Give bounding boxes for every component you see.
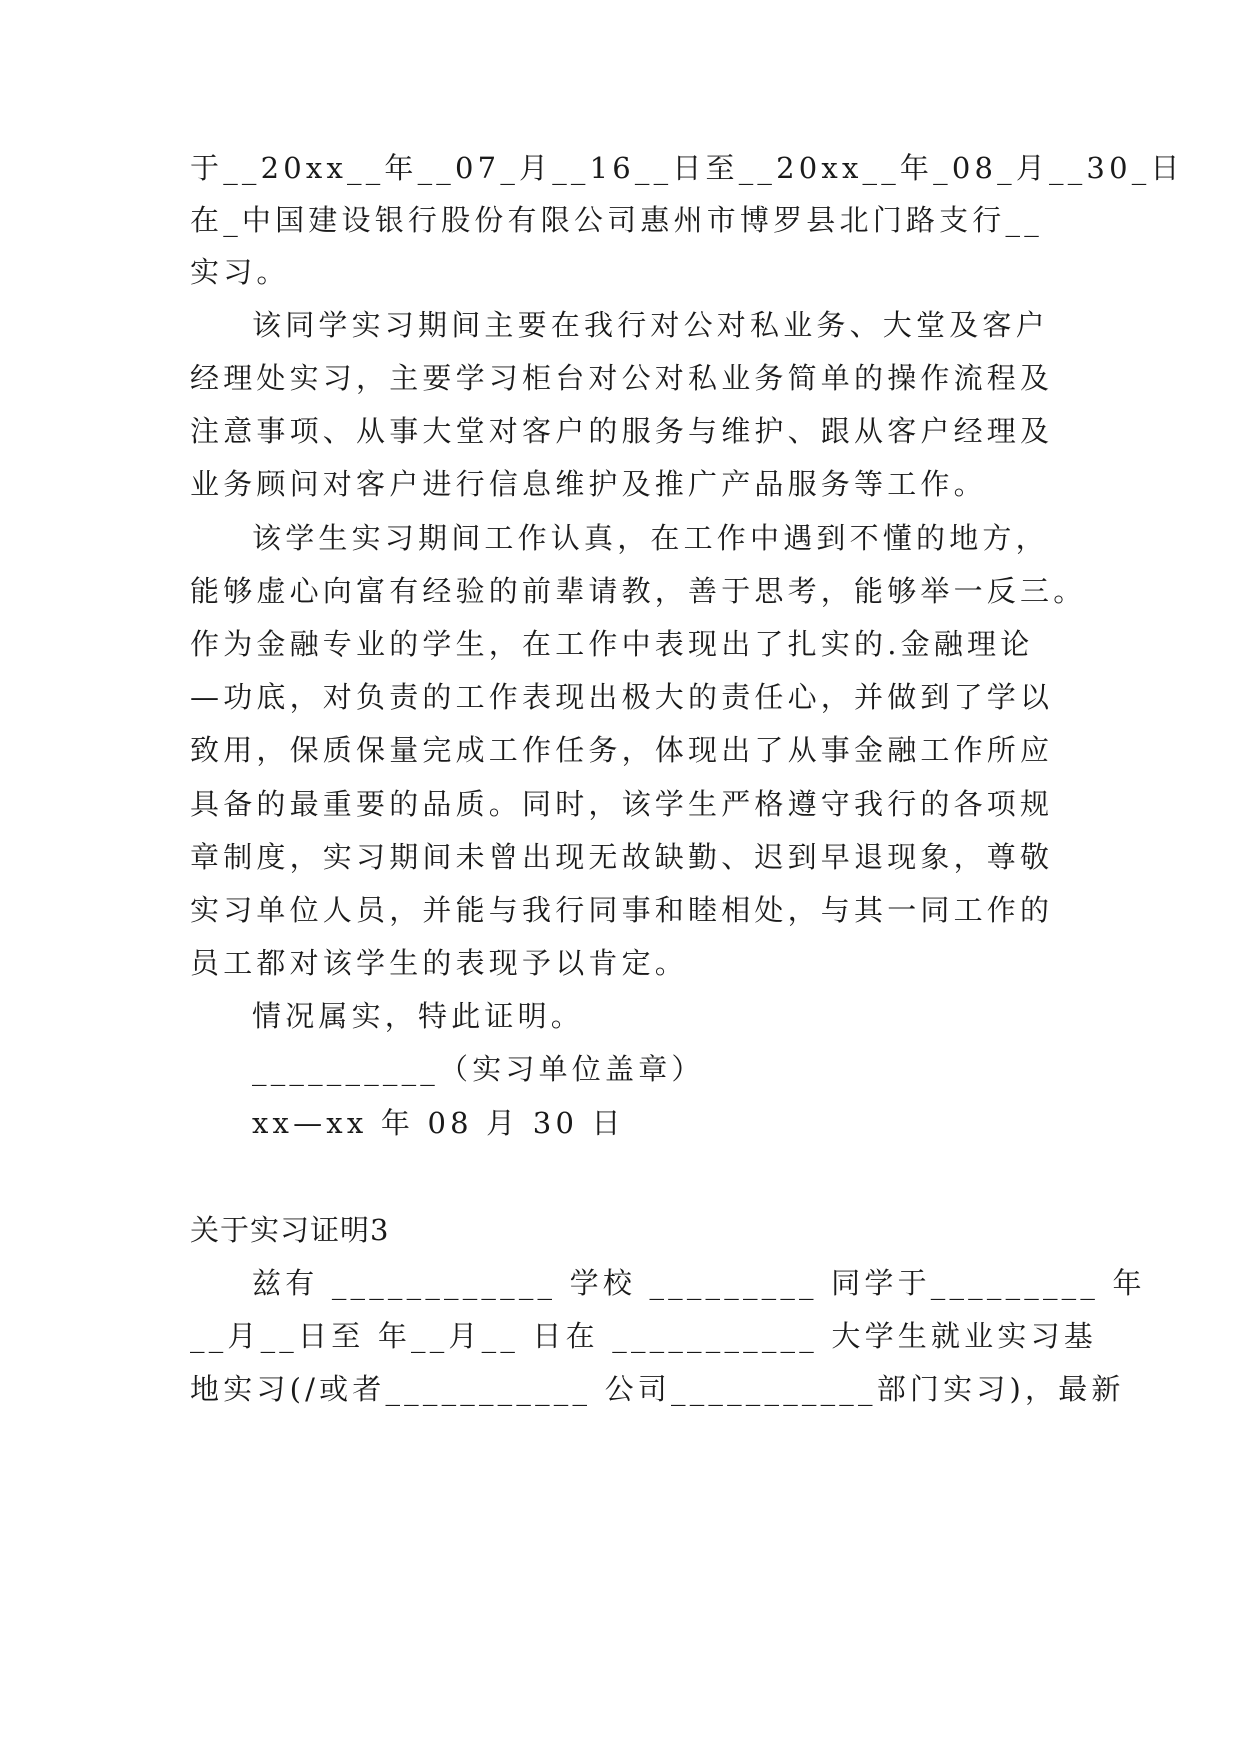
paragraph-line: 员工都对该学生的表现予以肯定。 (190, 946, 689, 980)
paragraph-line: 实习。 (190, 255, 290, 289)
paragraph-line: 该同学实习期间主要在我行对公对私业务、大堂及客户 (252, 308, 1049, 342)
paragraph-line: 于__20xx__年__07_月__16__日至__20xx__年_08_月__30_日 (190, 151, 1184, 185)
paragraph-line: 作为金融专业的学生，在工作中表现出了扎实的.金融理论 (190, 627, 1034, 661)
paragraph-line: 地实习(/或者___________ 公司___________部门实习)，最新 (190, 1372, 1125, 1406)
paragraph-line: 注意事项、从事大堂对客户的服务与维护、跟从客户经理及 (190, 414, 1054, 448)
paragraph-line: 实习单位人员，并能与我行同事和睦相处，与其一同工作的 (190, 893, 1054, 927)
paragraph-line: 经理处实习，主要学习柜台对公对私业务简单的操作流程及 (190, 361, 1054, 395)
paragraph-line: 在_中国建设银行股份有限公司惠州市博罗县北门路支行__ (190, 203, 1043, 237)
paragraph-line: __月__日至 年__月__ 日在 ___________ 大学生就业实习基 (190, 1319, 1097, 1353)
paragraph-line: 章制度，实习期间未曾出现无故缺勤、迟到早退现象，尊敬 (190, 840, 1054, 874)
paragraph-line: 兹有 ____________ 学校 _________ 同学于_________ 年 (252, 1266, 1146, 1300)
seal-line: __________（实习单位盖章） (252, 1052, 705, 1086)
closing-statement: 情况属实，特此证明。 (252, 999, 585, 1033)
paragraph-line: 能够虚心向富有经验的前辈请教，善于思考，能够举一反三。 (190, 574, 1087, 608)
paragraph-line: —功底，对负责的工作表现出极大的责任心，并做到了学以 (190, 680, 1054, 714)
paragraph-line: 该学生实习期间工作认真，在工作中遇到不懂的地方， (252, 521, 1049, 555)
paragraph-line: 具备的最重要的品质。同时，该学生严格遵守我行的各项规 (190, 787, 1054, 821)
section-heading: 关于实习证明3 (190, 1213, 390, 1247)
paragraph-line: 致用，保质保量完成工作任务，体现出了从事金融工作所应 (190, 733, 1054, 767)
paragraph-line: 业务顾问对客户进行信息维护及推广产品服务等工作。 (190, 467, 987, 501)
date-line: xx—xx 年 08 月 30 日 (252, 1106, 625, 1140)
